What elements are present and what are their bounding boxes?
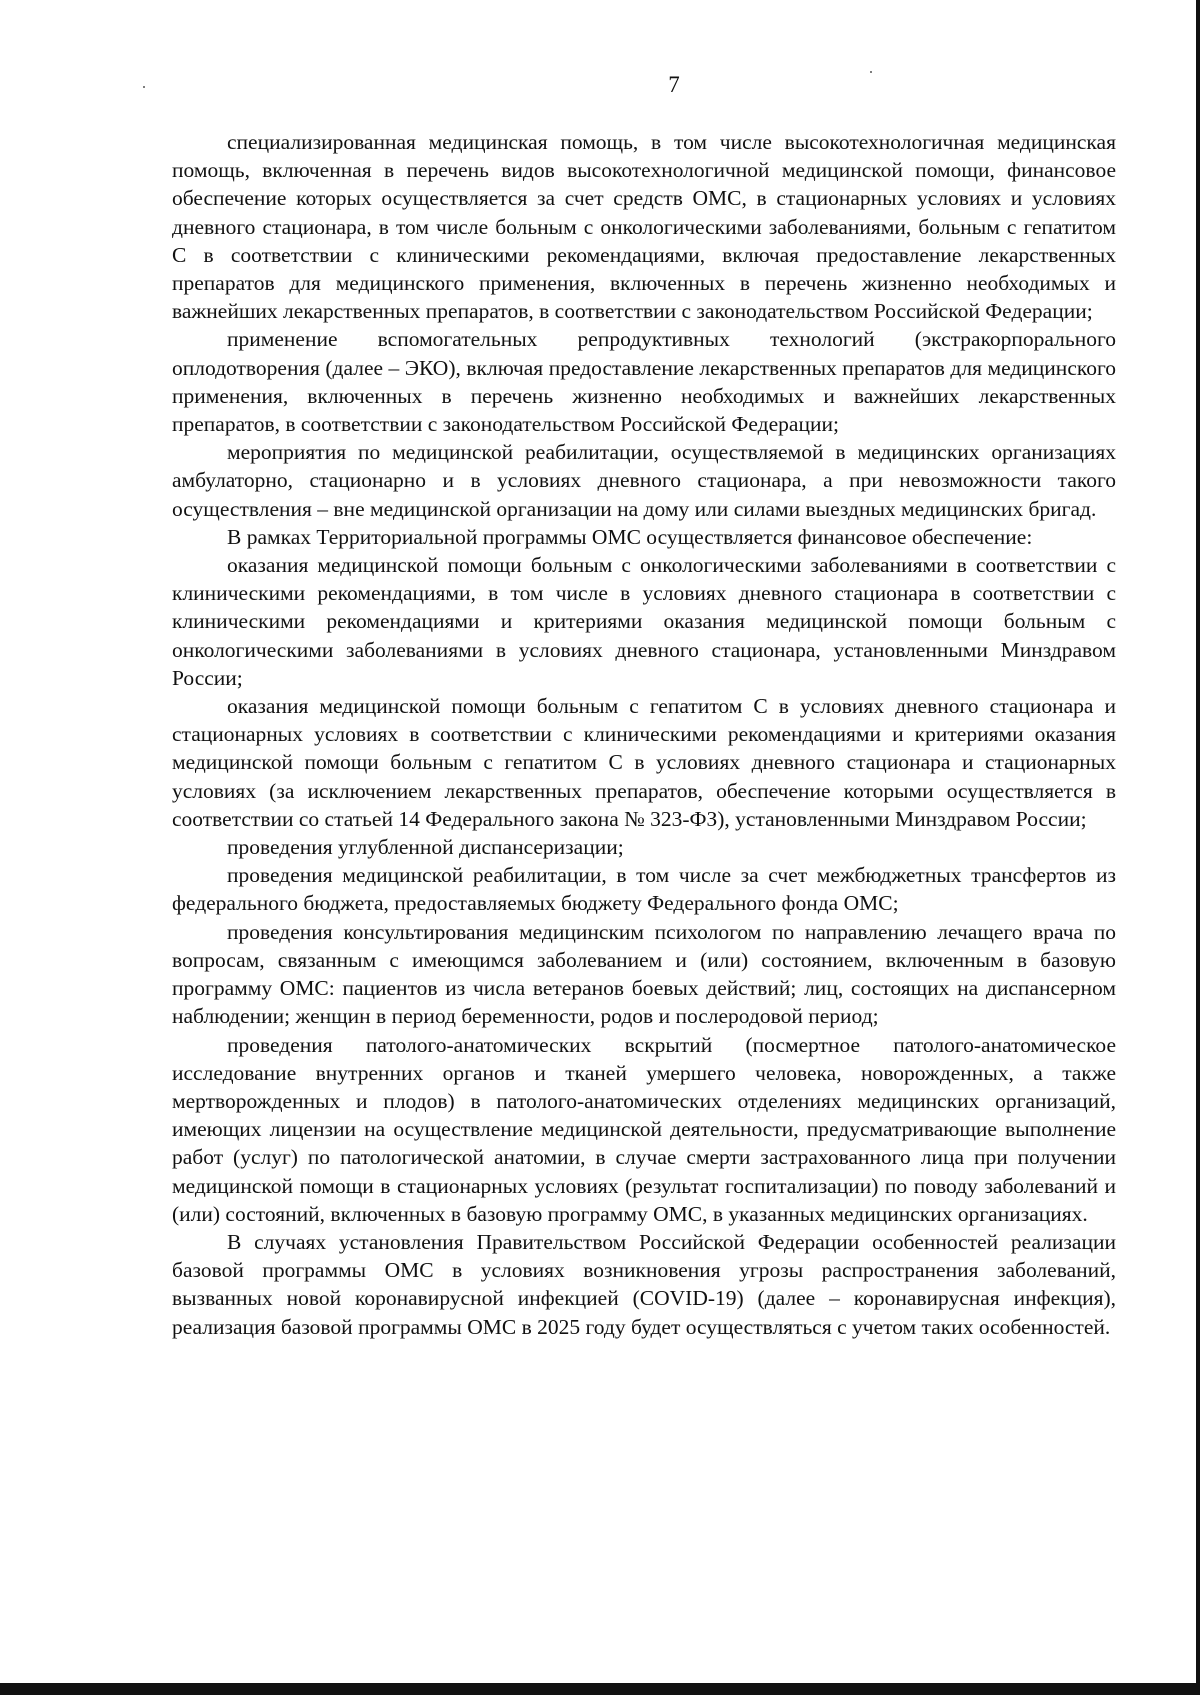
paragraph: проведения медицинской реабилитации, в том числе за счет межбюджетных трансфертов из федерального бюджета, предоставляемых бюджету Федерального фонда ОМС; xyxy=(172,863,1116,916)
paragraph: оказания медицинской помощи больным с гепатитом С в условиях дневного стационара и стационарных условиях в соответствии с клиническими рекомендациями и критериями оказания медицинской помощи больным с гепатитом С в условиях дневного стационара и стационарных условиях (за исключением лекарственных препаратов, обеспечение которыми осуществляется в соответствии со статьей 14 Федерального закона № 323-ФЗ), установленными Минздравом России; xyxy=(172,694,1116,831)
scan-border-bottom xyxy=(0,1683,1200,1695)
page-number: 7 xyxy=(668,72,680,97)
paragraph: В рамках Территориальной программы ОМС осуществляется финансовое обеспечение: xyxy=(227,524,1033,549)
paragraph: оказания медицинской помощи больным с онкологическими заболеваниями в соответствии с клиническими рекомендациями, в том числе в условиях дневного стационара в соответствии с клиническими рекомендациями и критериями оказания медицинской помощи больным с онкологическими заболеваниями в условиях дневного стационара, установленными Минздравом России; xyxy=(172,553,1116,690)
paragraph: проведения патолого-анатомических вскрытий (посмертное патолого-анатомическое исследование внутренних органов и тканей умершего человека, новорожденных, а также мертворожденных и плодов) в патолого-анатомических отделениях медицинских организаций, имеющих лицензии на осуществление медицинской деятельности, предусматривающие выполнение работ (услуг) по патологической анатомии, в случае смерти застрахованного лица при получении медицинской помощи в стационарных условиях (результат госпитализации) по поводу заболеваний и (или) состояний, включенных в базовую программу ОМС, в указанных медицинских организациях. xyxy=(172,1032,1116,1226)
paragraph: мероприятия по медицинской реабилитации, осуществляемой в медицинских организациях амбулаторно, стационарно и в условиях дневного стационара, а при невозможности такого осуществления – вне медицинской организации на дому или силами выездных медицинских бригад. xyxy=(172,440,1116,521)
paragraph: проведения углубленной диспансеризации; xyxy=(227,835,624,860)
document-body xyxy=(172,128,1116,1341)
paragraph: применение вспомогательных репродуктивных технологий (экстракорпорального оплодотворения (далее – ЭКО), включая предоставление лекарственных препаратов для медицинского применения, включенных в перечень жизненно необходимых и важнейших лекарственных препаратов, в соответствии с законодательством Российской Федерации; xyxy=(172,327,1116,437)
paragraph: проведения консультирования медицинским психологом по направлению лечащего врача по вопросам, связанным с имеющимся заболеванием и (или) состоянием, включенным в базовую программу ОМС: пациентов из числа ветеранов боевых действий; лиц, состоящих на диспансерном наблюдении; женщин в период беременности, родов и послеродовой период; xyxy=(172,919,1116,1029)
paragraph: В случаях установления Правительством Российской Федерации особенностей реализации базовой программы ОМС в условиях возникновения угрозы распространения заболеваний, вызванных новой коронавирусной инфекцией (COVID-19) (далее – коронавирусная инфекция), реализация базовой программы ОМС в 2025 году будет осуществляться с учетом таких особенностей. xyxy=(172,1229,1116,1339)
scan-border-right xyxy=(1196,0,1200,1695)
paragraph: специализированная медицинская помощь, в том числе высокотехнологичная медицинская помощь, включенная в перечень видов высокотехнологичной медицинской помощи, финансовое обеспечение которых осуществляется за счет средств ОМС, в стационарных условиях и условиях дневного стационара, в том числе больным с онкологическими заболеваниями, больным с гепатитом С в соответствии с клиническими рекомендациями, включая предоставление лекарственных препаратов для медицинского применения, включенных в перечень жизненно необходимых и важнейших лекарственных препаратов, в соответствии с законодательством Российской Федерации; xyxy=(172,130,1116,324)
